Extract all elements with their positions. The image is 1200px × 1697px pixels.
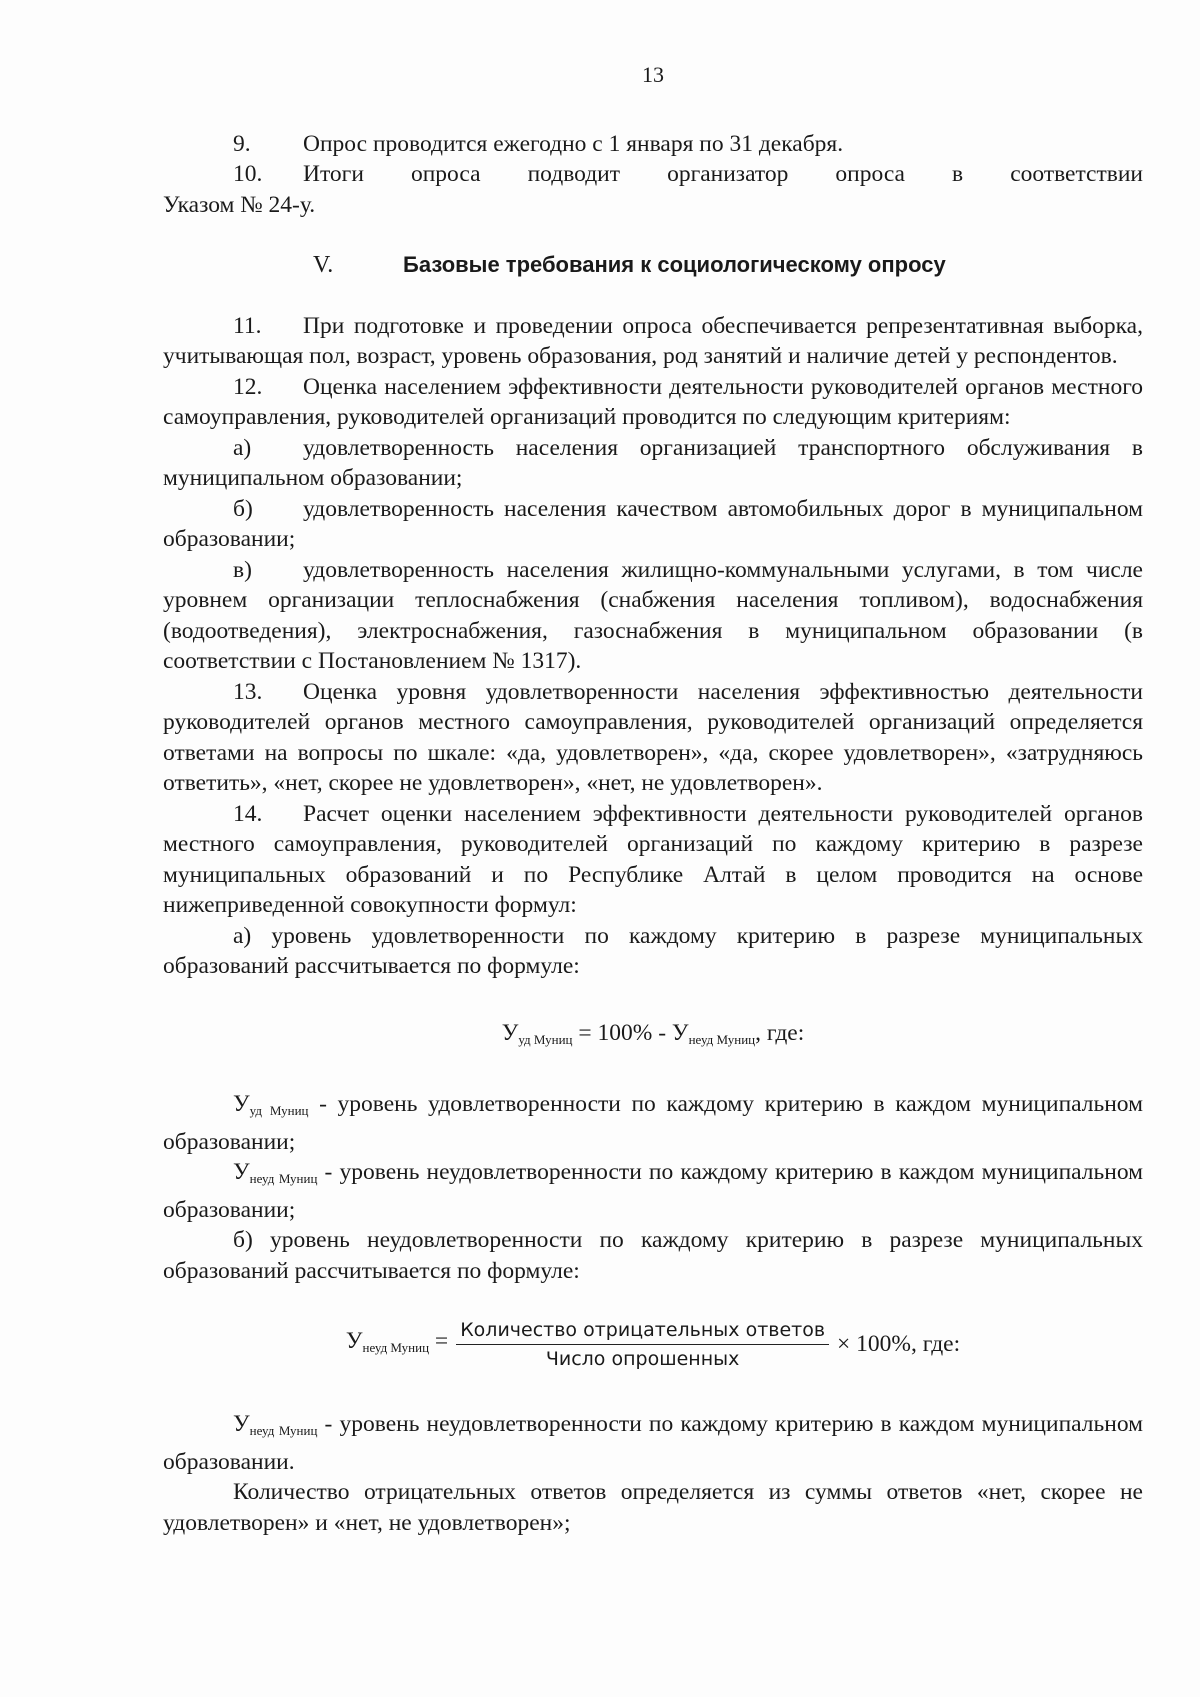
def1-subscript: уд Муниц	[249, 1103, 309, 1118]
item-9-number: 9.	[233, 130, 251, 157]
criterion-a-text: удовлетворенность населения организацией транспортного обслуживания в муниципальном образовании;	[163, 434, 1143, 491]
def3-text: - уровень неудовлетворенности по каждому критерию в каждом муниципальном образовании.	[163, 1411, 1143, 1475]
paragraph-13-number: 13.	[233, 678, 263, 705]
item-9	[163, 129, 1143, 160]
paragraph-14	[163, 799, 1143, 921]
section-roman-numeral: V.	[313, 252, 334, 278]
criterion-b-text: удовлетворенность населения качеством автомобильных дорог в муниципальном образовании;	[163, 495, 1143, 552]
criterion-c-label: в)	[233, 556, 252, 583]
definition-satisfaction	[163, 1089, 1143, 1157]
formula1-lhs: У	[501, 1019, 519, 1046]
item-10-continuation: Указом № 24-у.	[163, 191, 316, 218]
def2-symbol: У	[233, 1159, 250, 1185]
def3-symbol: У	[233, 1411, 250, 1437]
document-body	[163, 60, 1143, 1538]
formula2-tail: × 100%, где:	[837, 1331, 961, 1358]
formula2-denominator: Число опрошенных	[545, 1348, 740, 1370]
formula-dissatisfaction	[163, 1318, 1143, 1371]
formula2-lhs-subscript: неуд Муниц	[362, 1339, 430, 1355]
item-10-number: 10.	[233, 161, 263, 187]
paragraph-13-text: Оценка уровня удовлетворенности населения эффективностью деятельности руководителей органов местного самоуправления, руководителей организаций определяется ответами на вопросы по шкале: «да, удовлетворен», «да, скорее удовлетворен», «затрудняюсь ответить», «нет, скорее не удовлетворен», «нет, не удовлетворен».	[163, 678, 1143, 796]
formula2-lhs-symbol: У	[345, 1327, 363, 1354]
formula2-equals: =	[429, 1327, 449, 1354]
paragraph-11-number: 11.	[233, 312, 262, 339]
paragraph-14a: а) уровень удовлетворенности по каждому критерию в разрезе муниципальных образований рассчитывается по формуле:	[163, 922, 1143, 979]
paragraph-12-number: 12.	[233, 373, 263, 400]
formula2-fraction	[456, 1318, 829, 1371]
formula2-numerator: Количество отрицательных ответов	[456, 1318, 829, 1345]
criterion-a-label: а)	[233, 434, 252, 461]
formula-satisfaction	[163, 1018, 1143, 1056]
criterion-b-label: б)	[233, 495, 253, 522]
paragraph-14b: б) уровень неудовлетворенности по каждому критерию в разрезе муниципальных образований рассчитывается по формуле:	[163, 1227, 1143, 1284]
definition-dissatisfaction-2	[163, 1409, 1143, 1477]
def1-symbol: У	[233, 1091, 250, 1117]
paragraph-12-text: Оценка населением эффективности деятельности руководителей органов местного самоуправления, руководителей организаций проводится по следующим критериям:	[163, 373, 1143, 430]
formula1-lhs-subscript: уд Муниц	[518, 1031, 573, 1047]
criterion-b	[163, 494, 1143, 555]
criterion-c-text: удовлетворенность населения жилищно-коммунальными услугами, в том числе уровнем организации теплоснабжения (снабжения населения топливом), водоснабжения (водоотведения), электроснабжения, газоснабжения в муниципальном образовании (в соответствии с Постановлением № 1317).	[163, 556, 1143, 674]
item-9-text: Опрос проводится ежегодно с 1 января по 31 декабря.	[303, 130, 844, 157]
def2-subscript: неуд Муниц	[249, 1171, 318, 1186]
formula1-equals: = 100% -	[572, 1019, 672, 1046]
paragraph-11	[163, 311, 1143, 372]
section-title: Базовые требования к социологическому опросу	[403, 252, 946, 277]
def1-text: - уровень удовлетворенности по каждому критерию в каждом муниципальном образовании;	[163, 1091, 1143, 1155]
paragraph-negative-answers: Количество отрицательных ответов определяется из суммы ответов «нет, скорее не удовлетворен» и «нет, не удовлетворен»;	[163, 1479, 1143, 1536]
formula1-rhs: У	[671, 1019, 689, 1046]
formula2-lhs	[346, 1326, 448, 1364]
page-number: 13	[642, 62, 664, 87]
paragraph-12	[163, 372, 1143, 433]
formula1-rhs-subscript: неуд Муниц	[688, 1031, 756, 1047]
paragraph-11-text: При подготовке и проведении опроса обеспечивается репрезентативная выборка, учитывающая пол, возраст, уровень образования, род занятий и наличие детей у респондентов.	[163, 312, 1143, 369]
paragraph-14-number: 14.	[233, 800, 263, 827]
item-10-text: Итоги опроса подводит организатор опроса в соответствии	[303, 161, 1143, 187]
paragraph-14-text: Расчет оценки населением эффективности деятельности руководителей органов местного самоуправления, руководителей организаций по каждому критерию в разрезе муниципальных образований и по Республике Алтай в целом проводится на основе нижеприведенной совокупности формул:	[163, 800, 1143, 918]
section-heading	[163, 250, 1143, 281]
def2-text: - уровень неудовлетворенности по каждому критерию в каждом муниципальном образовании;	[163, 1159, 1143, 1223]
paragraph-13	[163, 677, 1143, 799]
criterion-c	[163, 555, 1143, 677]
item-10	[163, 159, 1143, 190]
criterion-a	[163, 433, 1143, 494]
definition-dissatisfaction	[163, 1157, 1143, 1225]
formula1-tail: , где:	[755, 1019, 805, 1046]
def3-subscript: неуд Муниц	[249, 1423, 318, 1438]
